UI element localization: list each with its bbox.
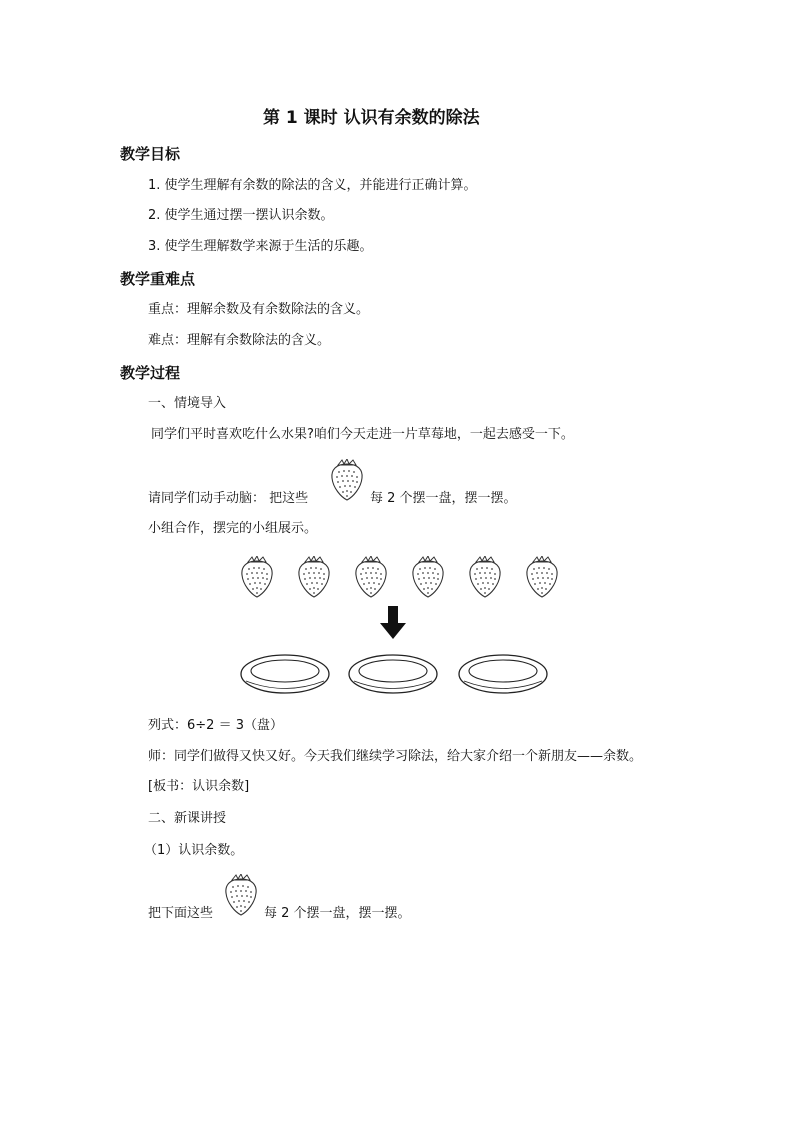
strawberry-icon xyxy=(523,556,561,598)
part1-formula: 列式：6÷2 ＝ 3（盘） xyxy=(148,718,283,733)
objective-item-2: 2. 使学生通过摆一摆认识余数。 xyxy=(148,208,334,223)
part1-group: 小组合作，摆完的小组展示。 xyxy=(148,521,318,536)
strawberry-icon xyxy=(352,556,390,598)
plate-icon xyxy=(240,654,332,696)
strawberry-icon xyxy=(295,556,333,598)
part1-task-after: 每 2 个摆一盘，摆一摆。 xyxy=(370,491,517,506)
page-title: 第 1 课时 认识有余数的除法 xyxy=(263,108,480,128)
part2-task-after: 每 2 个摆一盘，摆一摆。 xyxy=(264,906,411,921)
plate-icon xyxy=(348,654,440,696)
key-point: 重点：理解余数及有余数除法的含义。 xyxy=(148,302,370,317)
part1-teacher: 师：同学们做得又快又好。今天我们继续学习除法，给大家介绍一个新朋友——余数。 xyxy=(148,749,643,764)
part1-intro: 同学们平时喜欢吃什么水果?咱们今天走进一片草莓地，一起去感受一下。 xyxy=(151,427,574,442)
objective-item-1: 1. 使学生理解有余数的除法的含义，并能进行正确计算。 xyxy=(148,178,477,193)
strawberry-icon xyxy=(222,874,260,916)
difficult-point: 难点：理解有余数除法的含义。 xyxy=(148,333,331,348)
part1-board: [板书：认识余数] xyxy=(148,779,250,794)
arrow-down-icon xyxy=(380,606,406,640)
key-points-heading: 教学重难点 xyxy=(120,270,196,288)
objectives-heading: 教学目标 xyxy=(120,145,181,163)
process-heading: 教学过程 xyxy=(120,364,181,382)
plate-icon xyxy=(458,654,550,696)
strawberry-icon xyxy=(466,556,504,598)
strawberry-icon xyxy=(409,556,447,598)
part2-sub1: （1）认识余数。 xyxy=(144,843,244,858)
objective-item-3: 3. 使学生理解数学来源于生活的乐趣。 xyxy=(148,239,373,254)
part2-task-before: 把下面这些 xyxy=(148,906,214,921)
part1-title: 一、情境导入 xyxy=(148,396,227,411)
part1-task-before: 请同学们动手动脑： 把这些 xyxy=(148,491,309,506)
strawberry-icon xyxy=(238,556,276,598)
part2-title: 二、新课讲授 xyxy=(148,811,227,826)
strawberry-icon xyxy=(328,459,366,501)
